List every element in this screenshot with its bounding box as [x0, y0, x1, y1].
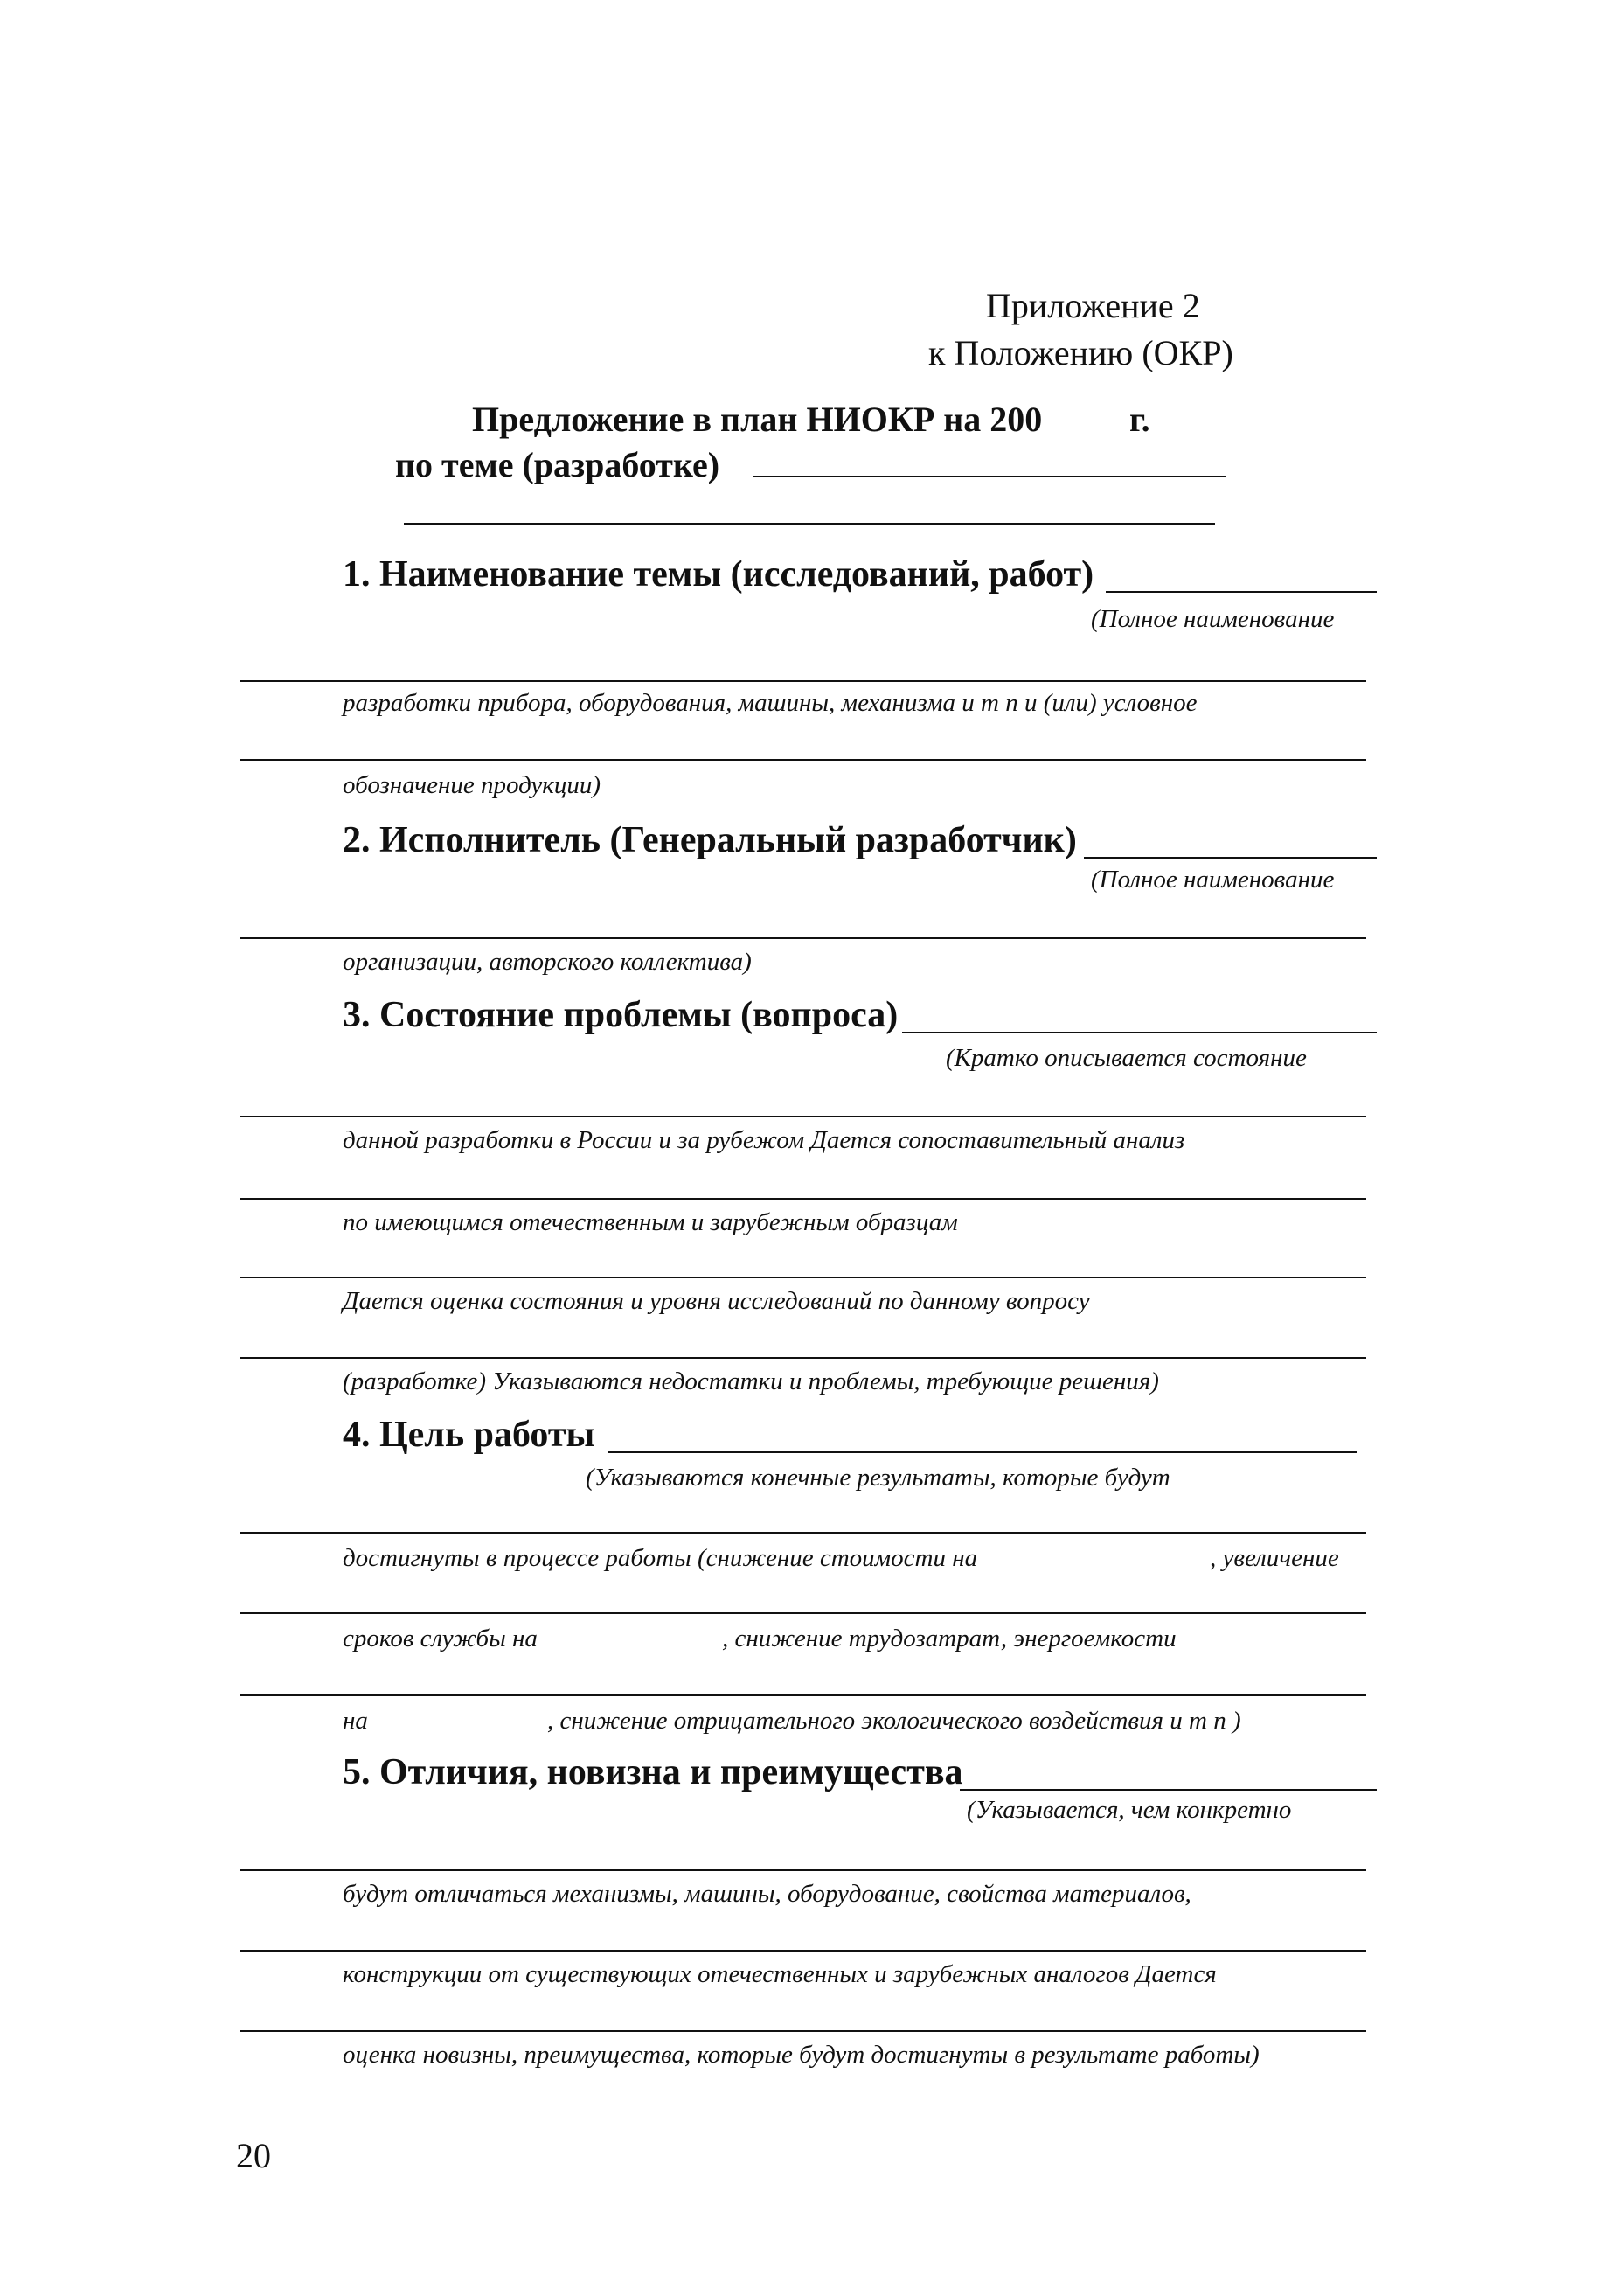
section-3-heading: 3. Состояние проблемы (вопроса) — [343, 995, 899, 1035]
section-3-hint-4: Дается оценка состояния и уровня исследований по данному вопросу — [343, 1287, 1090, 1315]
title-topic-label: по теме (разработке) — [395, 445, 720, 484]
section-4-hint-2: достигнуты в процессе работы (снижение стоимости на — [343, 1544, 978, 1572]
section-1-heading: 1. Наименование темы (исследований, работ) — [343, 554, 1094, 595]
section-5-hint-2: будут отличаться механизмы, машины, оборудование, свойства материалов, — [343, 1880, 1191, 1908]
section-3-fill-line — [902, 1032, 1377, 1033]
section-3-line-1 — [240, 1116, 1366, 1117]
section-3-line-3 — [240, 1277, 1366, 1278]
section-4-hint-4: на — [343, 1707, 368, 1735]
section-5-hint-4: оценка новизны, преимущества, которые будут достигнуты в результате работы) — [343, 2041, 1260, 2069]
title-year-suffix: г. — [1129, 400, 1150, 439]
section-5-fill-line — [960, 1789, 1377, 1791]
section-5-hint-1: (Указывается, чем конкретно — [967, 1796, 1292, 1824]
section-3-hint-2: данной разработки в России и за рубежом Дается сопоставительный анализ — [343, 1126, 1185, 1154]
section-4-line-2 — [240, 1612, 1366, 1614]
section-2-hint-2: организации, авторского коллектива) — [343, 948, 752, 976]
appendix-label: Приложение 2 — [986, 286, 1200, 325]
section-3-hint-3: по имеющимся отечественным и зарубежным образцам — [343, 1208, 958, 1236]
section-5-line-1 — [240, 1869, 1366, 1871]
section-4-line-1 — [240, 1532, 1366, 1534]
section-2-fill-line — [1084, 857, 1377, 859]
section-3-line-4 — [240, 1357, 1366, 1359]
topic-fill-line-2 — [404, 523, 1215, 525]
section-2-heading: 2. Исполнитель (Генеральный разработчик) — [343, 820, 1077, 860]
section-3-line-2 — [240, 1198, 1366, 1200]
section-1-hint-2: разработки прибора, оборудования, машины, механизма и т п и (или) условное — [343, 689, 1198, 717]
section-2-hint-1: (Полное наименование — [1091, 866, 1335, 894]
section-1-line-1 — [240, 680, 1366, 682]
section-4-fill-line — [608, 1451, 1357, 1453]
section-4-hint-1: (Указываются конечные результаты, которые будут — [586, 1464, 1170, 1492]
document-title: Предложение в план НИОКР на 200 — [472, 400, 1043, 439]
section-1-hint-1: (Полное наименование — [1091, 605, 1335, 633]
section-5-line-2 — [240, 1950, 1366, 1952]
section-1-line-2 — [240, 759, 1366, 761]
section-1-hint-3: обозначение продукции) — [343, 771, 601, 799]
section-3-hint-1: (Кратко описывается состояние — [946, 1044, 1307, 1072]
section-4-hint-3: сроков службы на — [343, 1625, 538, 1652]
section-5-line-3 — [240, 2030, 1366, 2032]
section-1-fill-line — [1106, 591, 1377, 593]
section-4-line-3 — [240, 1694, 1366, 1696]
section-5-hint-3: конструкции от существующих отечественных и зарубежных аналогов Дается — [343, 1960, 1217, 1988]
page-number: 20 — [236, 2136, 271, 2175]
section-4-hint-2b: , увеличение — [1210, 1544, 1339, 1572]
topic-fill-line — [753, 476, 1226, 477]
section-4-hint-3b: , снижение трудозатрат, энергоемкости — [722, 1625, 1177, 1652]
section-4-heading: 4. Цель работы — [343, 1415, 595, 1455]
section-2-line-1 — [240, 937, 1366, 939]
section-3-hint-5: (разработке) Указываются недостатки и проблемы, требующие решения) — [343, 1367, 1159, 1395]
appendix-reference: к Положению (ОКР) — [928, 333, 1233, 372]
section-4-hint-4b: , снижение отрицательного экологического воздействия и т п ) — [547, 1707, 1241, 1735]
section-5-heading: 5. Отличия, новизна и преимущества — [343, 1752, 963, 1792]
